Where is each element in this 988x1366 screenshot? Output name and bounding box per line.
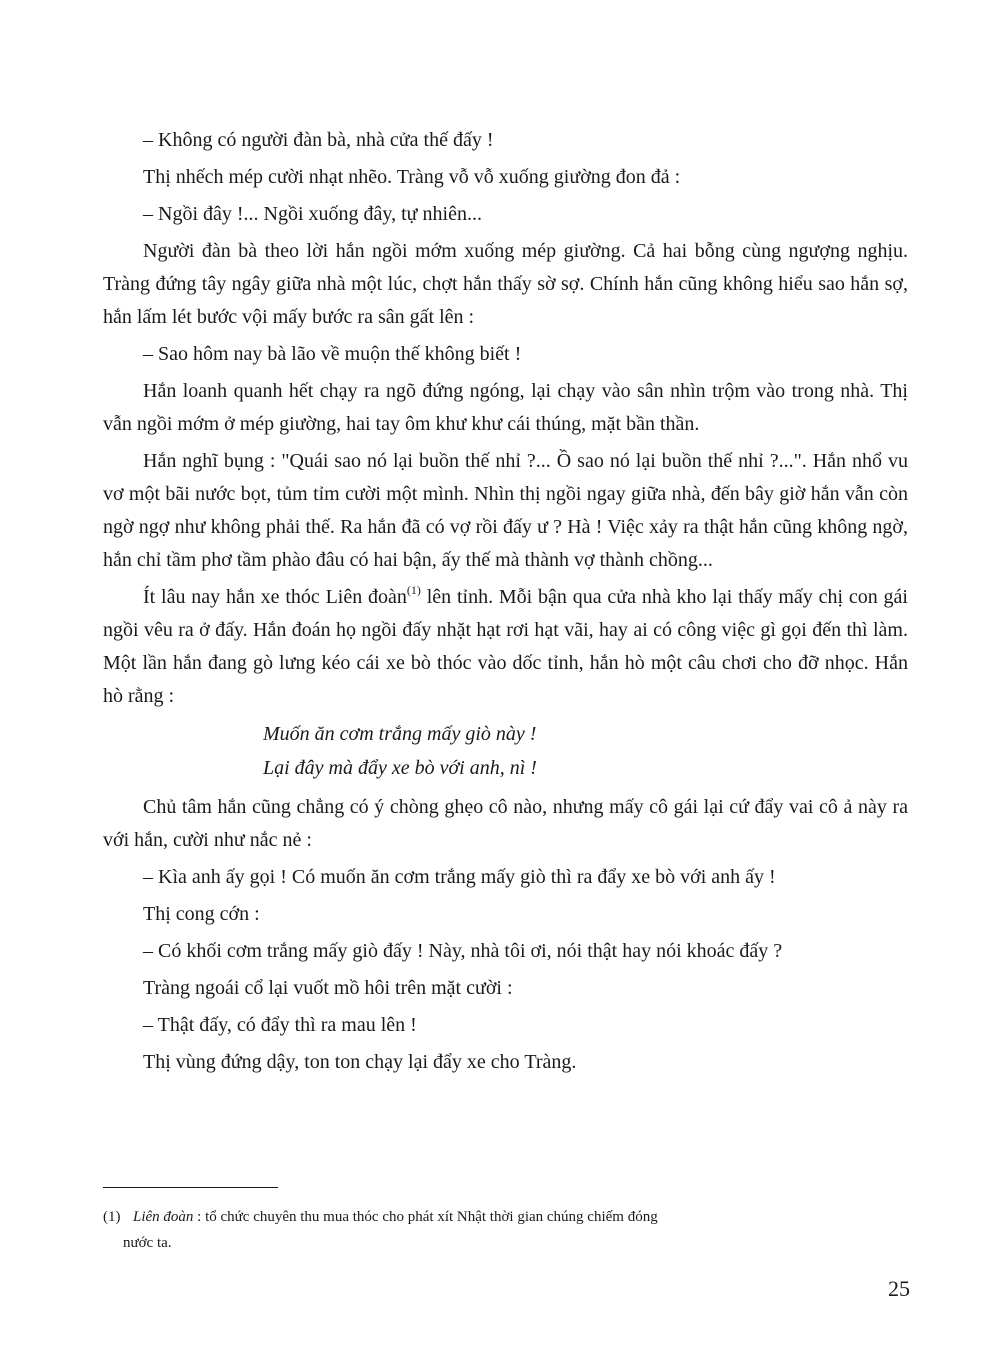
page-number: 25 (888, 1276, 910, 1301)
footnote-reference: (1) (406, 583, 421, 597)
paragraph: Tràng ngoái cổ lại vuốt mồ hôi trên mặt cười : (143, 977, 513, 999)
footnote-mark: (1) (103, 1209, 121, 1225)
footnote-divider (103, 1187, 278, 1188)
paragraph: Thị vùng đứng dậy, ton ton chạy lại đẩy xe cho Tràng. (143, 1051, 577, 1073)
paragraph: Chủ tâm hắn cũng chẳng có ý chòng ghẹo cô nào, nhưng mấy cô gái lại cứ đẩy vai cô ả này ra với hắn, cười như nắc nẻ : (103, 796, 908, 851)
footnote (103, 1204, 908, 1256)
footnote-continuation: nước ta. (123, 1235, 172, 1251)
dialog-line: – Kìa anh ấy gọi ! Có muốn ăn cơm trắng mấy giò thì ra đẩy xe bò với anh ấy ! (143, 866, 776, 888)
paragraph-text-end: lên tỉnh. Mỗi bận qua cửa nhà kho lại thấy mấy chị con gái ngồi vêu ra ở đấy. Hắn đoán họ ngồi đấy nhặt hạt rơi hạt vãi, hay ai có công việc gì gọi đến thì làm. Một lần hắn đang gò lưng kéo cái xe bò thóc vào dốc tỉnh, hắn hò một câu chơi cho đỡ nhọc. Hắn hò rằng : (103, 586, 908, 707)
dialog-line: – Có khối cơm trắng mấy giò đấy ! Này, nhà tôi ơi, nói thật hay nói khoác đấy ? (143, 940, 783, 962)
paragraph: Hắn nghĩ bụng : "Quái sao nó lại buồn thế nhỉ ?... Ồ sao nó lại buồn thế nhỉ ?...". Hắn nhổ vu vơ một bãi nước bọt, tủm tỉm cười một mình. Nhìn thị ngồi ngay giữa nhà, đến bây giờ hắn vẫn còn ngờ ngợ như không phải thế. Ra hắn đã có vợ rồi đấy ư ? Hà ! Việc xảy ra thật hắn cũng không ngờ, hắn chỉ tầm phơ tầm phào đâu có hai bận, ấy thế mà thành vợ thành chồng... (103, 450, 908, 571)
dialog-line: – Không có người đàn bà, nhà cửa thế đấy ! (143, 129, 494, 151)
poem-line: Lại đây mà đẩy xe bò với anh, nì ! (263, 757, 537, 779)
paragraph: Thị cong cớn : (143, 903, 260, 925)
paragraph: Người đàn bà theo lời hắn ngồi mớm xuống mép giường. Cả hai bỗng cùng ngượng nghịu. Tràng đứng tây ngây giữa nhà một lúc, chợt hắn thấy sờ sợ. Chính hắn cũng không hiểu sao hắn sợ, hắn lấm lét bước vội mấy bước ra sân gất lên : (103, 240, 908, 328)
body-text (103, 124, 908, 1083)
paragraph-text-start: Ít lâu nay hắn xe thóc Liên đoàn (143, 586, 407, 608)
footnote-term: Liên đoàn (133, 1209, 194, 1225)
footnote-text: : tổ chức chuyên thu mua thóc cho phát xít Nhật thời gian chúng chiếm đóng (193, 1209, 658, 1225)
paragraph-with-footnote (103, 581, 908, 713)
poem-line: Muốn ăn cơm trắng mấy giò này ! (263, 723, 537, 745)
poem-verse (263, 717, 908, 785)
dialog-line: – Sao hôm nay bà lão về muộn thế không biết ! (143, 343, 522, 365)
paragraph: Thị nhếch mép cười nhạt nhẽo. Tràng vỗ vỗ xuống giường đon đả : (143, 166, 681, 188)
paragraph: Hắn loanh quanh hết chạy ra ngõ đứng ngóng, lại chạy vào sân nhìn trộm vào trong nhà. Thị vẫn ngồi mớm ở mép giường, hai tay ôm khư khư cái thúng, mặt bần thần. (103, 380, 908, 435)
dialog-line: – Thật đấy, có đẩy thì ra mau lên ! (143, 1014, 417, 1036)
dialog-line: – Ngồi đây !... Ngồi xuống đây, tự nhiên... (143, 203, 482, 225)
footnote-line (103, 1204, 908, 1230)
